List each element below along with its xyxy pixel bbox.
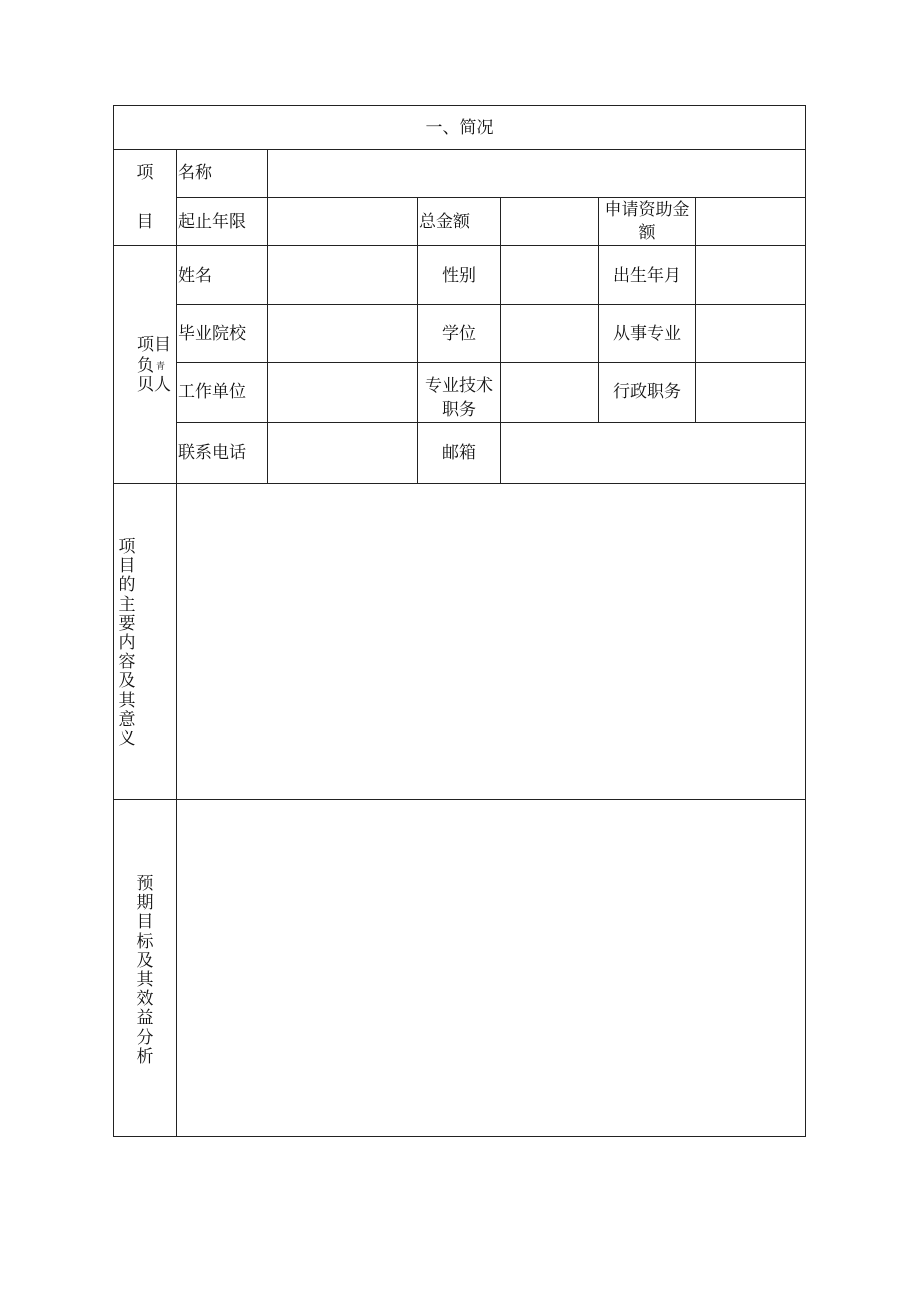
project-total-label: 总金额 <box>419 212 470 232</box>
project-period-label: 起止年限 <box>178 212 246 232</box>
leader-birth-field[interactable] <box>695 245 806 305</box>
project-period-field[interactable] <box>267 197 418 246</box>
leader-phone-field[interactable] <box>267 422 418 484</box>
project-request-label-line2: 额 <box>638 223 656 243</box>
leader-school-field[interactable] <box>267 304 418 363</box>
leader-side-label-line1: 项目 <box>137 335 171 355</box>
leader-title-label-line2: 职务 <box>442 400 476 420</box>
project-side-label-2: 目 <box>136 212 154 232</box>
content-section-label: 项目的主要内容及其意义 <box>118 537 136 750</box>
leader-side-label-line2a: 负 <box>137 356 154 376</box>
leader-email-field[interactable] <box>500 422 806 484</box>
leader-major-field[interactable] <box>695 304 806 363</box>
leader-title-field[interactable] <box>500 362 599 423</box>
leader-name-field[interactable] <box>267 245 418 305</box>
project-name-field[interactable] <box>267 149 806 198</box>
leader-degree-field[interactable] <box>500 304 599 363</box>
project-request-label-line1: 申请资助金 <box>604 200 690 220</box>
leader-phone-label: 联系电话 <box>178 443 246 463</box>
leader-school-label: 毕业院校 <box>178 324 246 344</box>
content-section-field[interactable] <box>176 483 806 800</box>
project-name-label: 名称 <box>178 163 212 183</box>
leader-name-label: 姓名 <box>178 266 212 286</box>
leader-major-label: 从事专业 <box>613 324 681 344</box>
leader-email-label: 邮箱 <box>442 443 476 463</box>
project-total-field[interactable] <box>500 197 599 246</box>
leader-admin-label: 行政职务 <box>613 382 681 402</box>
leader-side-label-small: 青 <box>156 362 166 372</box>
leader-gender-label: 性别 <box>442 266 476 286</box>
leader-degree-label: 学位 <box>442 324 476 344</box>
leader-title-label-line1: 专业技术 <box>425 376 493 396</box>
leader-employer-label: 工作单位 <box>178 382 246 402</box>
leader-side-label-line3: 贝人 <box>137 375 171 395</box>
leader-employer-field[interactable] <box>267 362 418 423</box>
project-side-label-1: 项 <box>136 163 154 183</box>
section-title: 一、简况 <box>425 118 494 138</box>
project-request-field[interactable] <box>695 197 806 246</box>
goals-section-field[interactable] <box>176 799 806 1137</box>
leader-birth-label: 出生年月 <box>613 266 681 286</box>
goals-section-label: 预期目标及其效益分析 <box>136 874 154 1067</box>
leader-admin-field[interactable] <box>695 362 806 423</box>
leader-gender-field[interactable] <box>500 245 599 305</box>
